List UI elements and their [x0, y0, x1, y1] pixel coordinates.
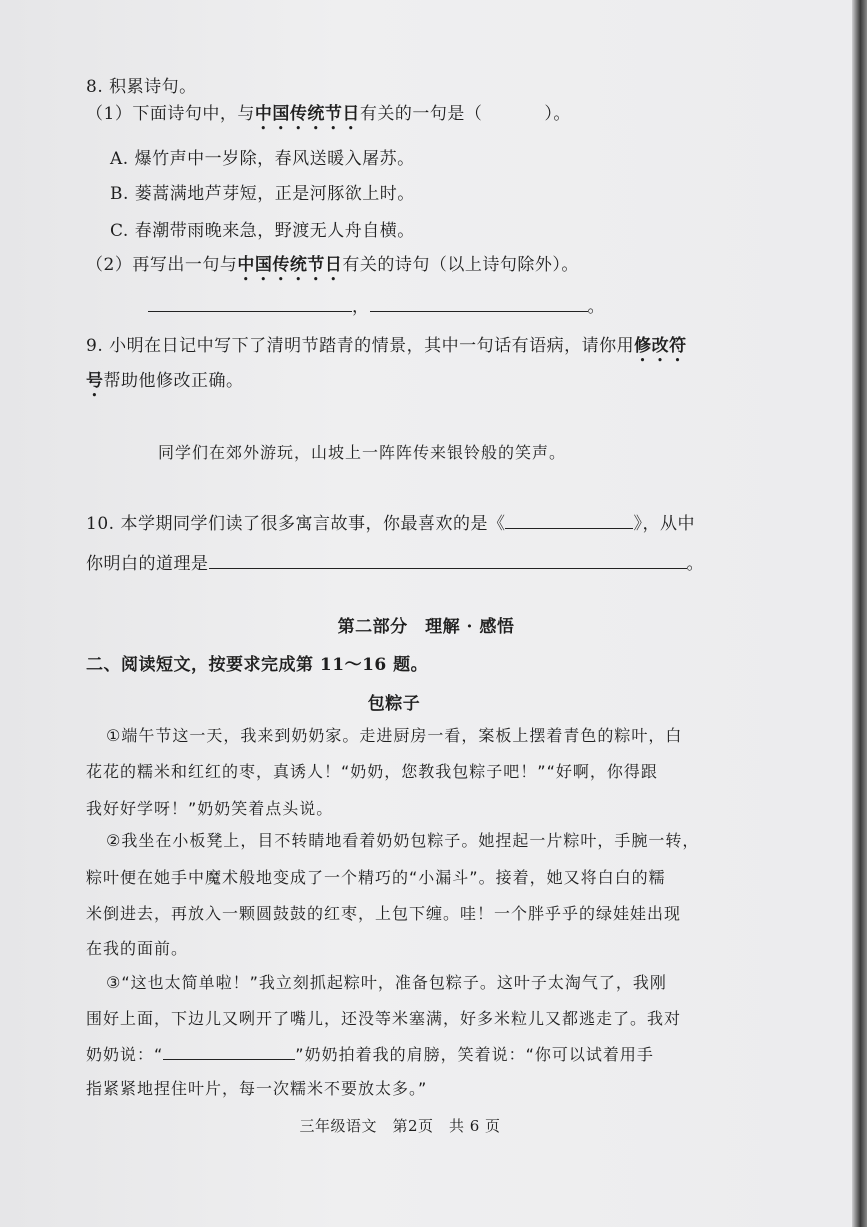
q10-lesson-blank[interactable] [209, 550, 687, 569]
story-p3-line-3 [86, 1041, 654, 1065]
q8-answer-blank-2[interactable] [370, 293, 588, 312]
story-p2-line-1: ②我坐在小板凳上，目不转睛地看着奶奶包粽子。她捏起一片粽叶，手腕一转， [106, 831, 700, 850]
story-title: 包粽子 [367, 694, 421, 714]
q9-line1-emphasis: 修改符 [634, 336, 687, 356]
q8-answer-blank-1[interactable] [148, 293, 352, 312]
q8-part2-emphasis: 中国传统节日 [237, 255, 343, 275]
q9-line1-prefix: 9. 小明在日记中写下了清明节踏青的情景，其中一句话有语病，请你用 [86, 336, 635, 356]
page-edge-shadow [852, 0, 867, 1227]
q8-part1-emphasis: 中国传统节日 [254, 104, 360, 124]
part2-instruction: 二、阅读短文，按要求完成第 11～16 题。 [86, 655, 429, 675]
q10-line2-end: 。 [686, 554, 704, 574]
q10-line2-prefix: 你明白的道理是 [86, 554, 209, 574]
q8-part2 [86, 250, 579, 285]
q10-line1-prefix: 10. 本学期同学们读了很多寓言故事，你最喜欢的是《 [86, 514, 506, 534]
q8-option-c: C. 春潮带雨晚来急，野渡无人舟自横。 [110, 221, 415, 241]
q9-sentence: 同学们在郊外游玩，山坡上一阵阵传来银铃般的笑声。 [158, 443, 567, 462]
q8-comma: ， [352, 297, 370, 317]
q8-part1-end: ）。 [544, 104, 571, 124]
story-p3-line3-suffix: ”奶奶拍着我的肩膀，笑着说：“你可以试着用手 [295, 1045, 654, 1064]
q9-line2-emphasis: 号 [86, 371, 104, 391]
q8-part1-suffix: 有关的一句是（ [359, 104, 483, 124]
page-footer: 三年级语文 第2页 共 6 页 [299, 1117, 501, 1135]
story-p1-line-2: 花花的糯米和红红的枣，真诱人！“奶奶，您教我包粽子吧！”“好啊，你得跟 [86, 762, 658, 781]
q8-title: 8. 积累诗句。 [86, 77, 197, 97]
story-p3-line-2: 围好上面，下边儿又咧开了嘴儿，还没等米塞满，好多米粒儿又都逃走了。我对 [86, 1009, 682, 1028]
q9-line-2 [86, 366, 244, 401]
q8-part1-prefix: （1）下面诗句中，与 [86, 104, 255, 124]
q10-line1-suffix: 》，从中 [633, 514, 695, 534]
q9-line2-suffix: 帮助他修改正确。 [103, 371, 244, 391]
q8-option-a: A. 爆竹声中一岁除，春风送暖入屠苏。 [110, 149, 415, 169]
q9-line-1 [86, 331, 687, 366]
story-p2-line-3: 米倒进去，再放入一颗圆鼓鼓的红枣，上包下缠。哇！一个胖乎乎的绿娃娃出现 [86, 904, 682, 923]
q10-line-1 [86, 509, 695, 534]
q8-answer-lines [148, 292, 605, 317]
q8-period: 。 [587, 297, 605, 317]
story-p3-line-1: ③“这也太简单啦！”我立刻抓起粽叶，准备包粽子。这叶子太淘气了，我刚 [106, 973, 667, 992]
q10-line-2 [86, 549, 704, 574]
q10-story-blank[interactable] [505, 510, 633, 529]
q8-option-b: B. 蒌蒿满地芦芽短，正是河豚欲上时。 [110, 184, 415, 204]
part2-heading: 第二部分 理解 · 感悟 [337, 617, 515, 637]
q8-part1 [86, 99, 571, 134]
story-p2-line-4: 在我的面前。 [86, 939, 189, 958]
story-p1-line-1: ①端午节这一天，我来到奶奶家。走进厨房一看，案板上摆着青色的粽叶，白 [106, 726, 683, 745]
q8-part2-prefix: （2）再写出一句与 [86, 255, 238, 275]
story-p2-line-2: 粽叶便在她手中魔术般地变成了一个精巧的“小漏斗”。接着，她又将白白的糯 [86, 868, 666, 887]
q8-part2-suffix: 有关的诗句（以上诗句除外）。 [342, 255, 579, 275]
story-p1-line-3: 我好好学呀！”奶奶笑着点头说。 [86, 799, 334, 818]
story-p3-line3-prefix: 奶奶说：“ [86, 1045, 164, 1064]
story-p3-line-4: 指紧紧地捏住叶片，每一次糯米不要放太多。” [86, 1079, 428, 1098]
story-quote-blank[interactable] [163, 1041, 295, 1060]
